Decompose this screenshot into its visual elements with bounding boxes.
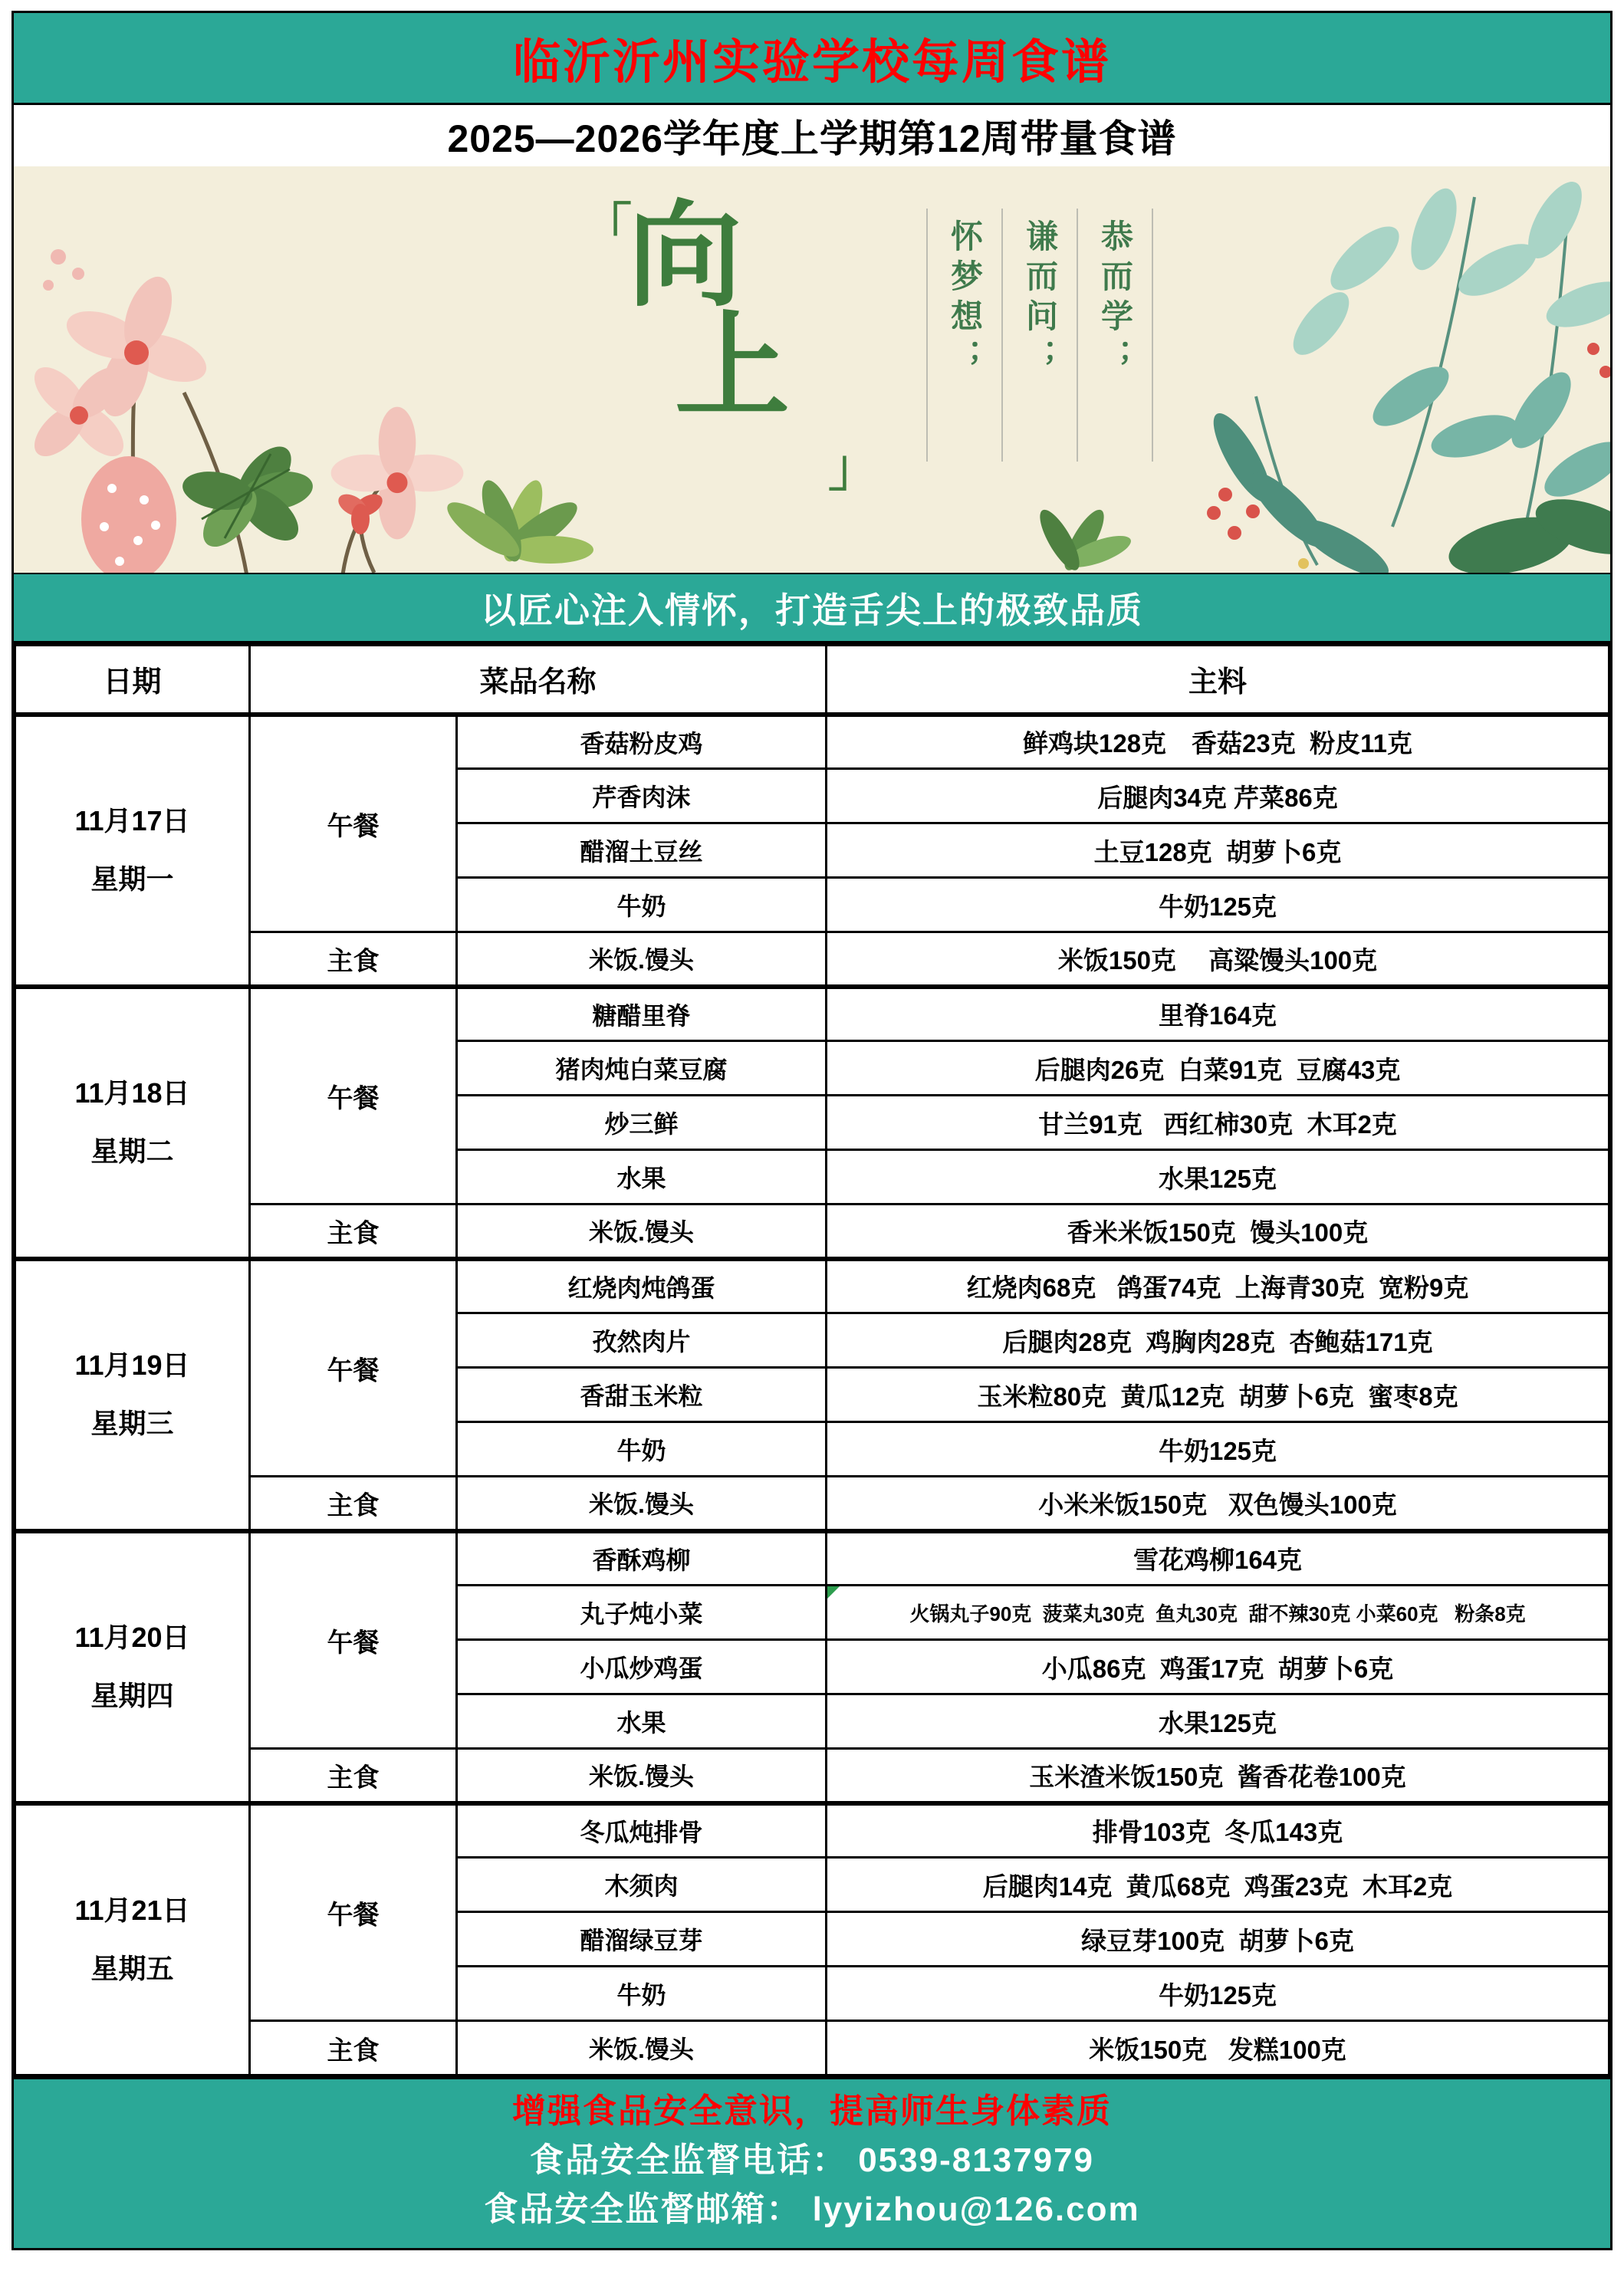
col-header-ingredient: 主料: [827, 646, 1609, 715]
weekly-menu-table: [14, 644, 1610, 2076]
dish-ingredients: 牛奶125克: [827, 1422, 1609, 1477]
col-header-date: 日期: [15, 646, 250, 715]
table-row: [15, 1749, 1609, 1803]
dish-name: 米饭.馒头: [457, 1205, 827, 1259]
date-cell: [15, 1531, 250, 1803]
pink-flower: [331, 407, 464, 540]
table-row: [15, 1803, 1609, 1858]
dish-name: 木须肉: [457, 1858, 827, 1912]
red-bud: [334, 490, 386, 534]
table-row: [15, 1477, 1609, 1531]
dish-name: 牛奶: [457, 1422, 827, 1477]
table-row: [15, 715, 1609, 769]
dish-ingredients: 后腿肉28克 鸡胸肉28克 杏鲍菇171克: [827, 1313, 1609, 1368]
dish-name: 炒三鲜: [457, 1096, 827, 1150]
footer-slogan: 增强食品安全意识，提高师生身体素质: [512, 2092, 1112, 2130]
dish-ingredients: 小瓜86克 鸡蛋17克 胡萝卜6克: [827, 1640, 1609, 1694]
dish-ingredients: 土豆128克 胡萝卜6克: [827, 823, 1609, 878]
meal-label-staple: 主食: [250, 932, 457, 987]
dish-name: 水果: [457, 1694, 827, 1749]
bracket-open: 「: [581, 199, 632, 255]
motto-qian-er-wen: 谦而问；: [1001, 209, 1077, 462]
dish-ingredients: 玉米渣米饭150克 酱香花卷100克: [827, 1749, 1609, 1803]
dish-name: 香甜玉米粒: [457, 1368, 827, 1422]
dish-ingredients: 鲜鸡块128克 香菇23克 粉皮11克: [827, 715, 1609, 769]
bottom-leaf-fan: [440, 476, 593, 567]
dish-ingredients: 牛奶125克: [827, 878, 1609, 932]
yellow-berries: [1281, 558, 1324, 573]
subtitle-bar: [14, 105, 1610, 166]
dish-name: 米饭.馒头: [457, 1477, 827, 1531]
dish-ingredients: 里脊164克: [827, 987, 1609, 1041]
table-header-row: [15, 646, 1609, 715]
dish-name: 水果: [457, 1150, 827, 1205]
bracket-close: 」: [828, 439, 879, 496]
ingredients-text: 火锅丸子90克 菠菜丸30克 鱼丸30克 甜不辣30克 小菜60克 粉条8克: [909, 1602, 1526, 1625]
meal-label-lunch: 午餐: [250, 1259, 457, 1477]
dish-name: 牛奶: [457, 878, 827, 932]
dish-ingredients: 后腿肉26克 白菜91克 豆腐43克: [827, 1041, 1609, 1096]
dish-name: 冬瓜炖排骨: [457, 1803, 827, 1858]
meal-label-staple: 主食: [250, 1205, 457, 1259]
title-bar: [14, 13, 1610, 105]
meal-label-lunch: 午餐: [250, 1531, 457, 1749]
right-foliage: [1204, 174, 1610, 573]
date-cell: [15, 1803, 250, 2075]
date-cell: [15, 1259, 250, 1531]
logo-char-shang: 上: [675, 302, 791, 431]
dish-ingredients: 小米米饭150克 双色馒头100克: [827, 1477, 1609, 1531]
weekday-text: 星期五: [90, 1952, 174, 1984]
day-block-monday: [15, 715, 1609, 987]
food-safety-footer: [14, 2076, 1610, 2248]
dish-ingredients: 水果125克: [827, 1694, 1609, 1749]
dish-name: 小瓜炒鸡蛋: [457, 1640, 827, 1694]
footer-phone: 食品安全监督电话： 0539-8137979: [529, 2141, 1095, 2179]
date-cell: [15, 987, 250, 1259]
day-block-tuesday: [15, 987, 1609, 1259]
dish-name: 香菇粉皮鸡: [457, 715, 827, 769]
dish-ingredients: 绿豆芽100克 胡萝卜6克: [827, 1912, 1609, 1967]
dish-ingredients: 米饭150克 高粱馒头100克: [827, 932, 1609, 987]
page-title: 临沂沂州实验学校每周食谱: [512, 36, 1111, 89]
slogan-bar: [14, 573, 1610, 644]
table-row: [15, 1259, 1609, 1313]
dish-name: 米饭.馒头: [457, 1749, 827, 1803]
dish-name: 醋溜土豆丝: [457, 823, 827, 878]
dish-name: 米饭.馒头: [457, 932, 827, 987]
meal-label-lunch: 午餐: [250, 1803, 457, 2021]
small-pink-dots: [43, 249, 84, 291]
dish-ingredients: 排骨103克 冬瓜143克: [827, 1803, 1609, 1858]
motto-huai-mengxiang: 怀梦想；: [926, 209, 1001, 462]
decorative-banner: [14, 166, 1610, 573]
day-block-friday: [15, 1803, 1609, 2075]
date-text: 11月19日: [74, 1349, 190, 1382]
vertical-mottoes: [926, 209, 1153, 462]
dish-ingredients: 香米米饭150克 馒头100克: [827, 1205, 1609, 1259]
dish-name: 糖醋里脊: [457, 987, 827, 1041]
table-row: [15, 2021, 1609, 2075]
table-row: [15, 932, 1609, 987]
dish-name: 香酥鸡柳: [457, 1531, 827, 1586]
day-block-wednesday: [15, 1259, 1609, 1531]
meal-label-lunch: 午餐: [250, 715, 457, 932]
date-cell: [15, 715, 250, 987]
dish-ingredients: 玉米粒80克 黄瓜12克 胡萝卜6克 蜜枣8克: [827, 1368, 1609, 1422]
comment-marker-icon: [827, 1586, 840, 1599]
xiangshang-logo: [581, 191, 879, 496]
table-row: [15, 987, 1609, 1041]
meal-label-staple: 主食: [250, 1477, 457, 1531]
dish-ingredients: 水果125克: [827, 1150, 1609, 1205]
weekly-menu-poster: [12, 11, 1612, 2250]
dish-name: 孜然肉片: [457, 1313, 827, 1368]
dotted-egg: [81, 456, 176, 573]
table-row: [15, 1531, 1609, 1586]
green-leaf-cluster: [179, 437, 316, 556]
dish-ingredients: 后腿肉14克 黄瓜68克 鸡蛋23克 木耳2克: [827, 1858, 1609, 1912]
table-row: [15, 1205, 1609, 1259]
footer-email: 食品安全监督邮箱： lyyizhou@126.com: [484, 2190, 1140, 2228]
page-subtitle: 2025—2026学年度上学期第12周带量食谱: [447, 117, 1177, 160]
weekday-text: 星期二: [90, 1136, 174, 1167]
meal-label-staple: 主食: [250, 2021, 457, 2075]
meal-label-staple: 主食: [250, 1749, 457, 1803]
weekday-text: 星期三: [90, 1408, 174, 1439]
weekday-text: 星期一: [90, 863, 174, 895]
meal-label-lunch: 午餐: [250, 987, 457, 1205]
date-text: 11月21日: [74, 1895, 190, 1927]
logo-char-xiang: 向: [627, 191, 743, 320]
dish-ingredients: 米饭150克 发糕100克: [827, 2021, 1609, 2075]
weekday-text: 星期四: [90, 1680, 174, 1711]
dish-name: 丸子炖小菜: [457, 1586, 827, 1640]
slogan-text: 以匠心注入情怀，打造舌尖上的极致品质: [481, 590, 1143, 630]
dish-ingredients: 甘兰91克 西红柿30克 木耳2克: [827, 1096, 1609, 1150]
date-text: 11月17日: [74, 805, 190, 837]
date-text: 11月20日: [74, 1622, 190, 1654]
dish-ingredients: 雪花鸡柳164克: [827, 1531, 1609, 1586]
dish-name: 芹香肉沫: [457, 769, 827, 823]
dish-ingredients: 红烧肉68克 鸽蛋74克 上海青30克 宽粉9克: [827, 1259, 1609, 1313]
dish-ingredients: [827, 1586, 1609, 1640]
motto-gong-er-xue: 恭而学；: [1077, 209, 1153, 462]
bottom-leaf-fan: [1033, 504, 1134, 573]
col-header-dish: 菜品名称: [250, 646, 827, 715]
dish-name: 红烧肉炖鸽蛋: [457, 1259, 827, 1313]
dish-ingredients: 后腿肉34克 芹菜86克: [827, 769, 1609, 823]
dish-name: 醋溜绿豆芽: [457, 1912, 827, 1967]
day-block-thursday: [15, 1531, 1609, 1803]
dish-name: 牛奶: [457, 1967, 827, 2021]
dish-name: 米饭.馒头: [457, 2021, 827, 2075]
date-text: 11月18日: [74, 1077, 190, 1109]
dish-name: 猪肉炖白菜豆腐: [457, 1041, 827, 1096]
dish-ingredients: 牛奶125克: [827, 1967, 1609, 2021]
